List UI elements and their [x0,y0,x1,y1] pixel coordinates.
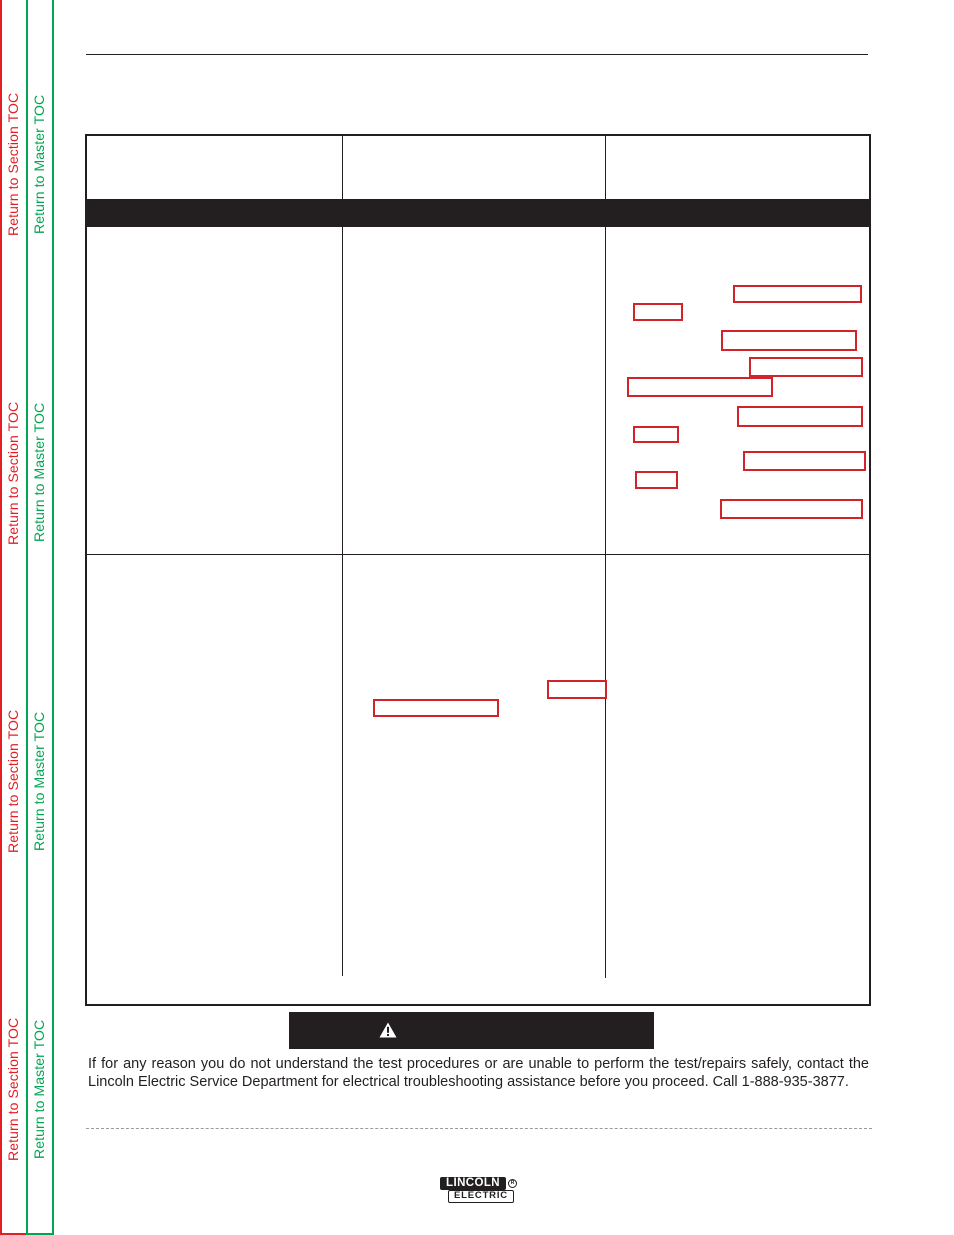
return-to-master-toc-link-3[interactable]: Return to Master TOC [31,711,47,851]
cross-reference-link[interactable] [737,406,863,427]
table-column-divider-1 [342,134,343,976]
logo-electric-text: ELECTRIC [448,1190,514,1203]
return-to-section-toc-link-3[interactable]: Return to Section TOC [5,709,21,853]
cross-reference-link[interactable] [633,426,679,443]
cross-reference-link[interactable] [373,699,499,717]
table-section-header-bar [85,199,871,227]
cross-reference-link[interactable] [721,330,857,351]
cross-reference-link[interactable] [749,357,863,377]
table-column-divider-2 [605,134,606,978]
registered-mark-icon: R [508,1179,517,1188]
return-to-master-toc-link-4[interactable]: Return to Master TOC [31,1019,47,1159]
cross-reference-link[interactable] [733,285,862,303]
header-rule [86,54,868,55]
warning-text: If for any reason you do not understand the test procedures or are unable to perform the test/repairs safely, contact the Lincoln Electric Service Department for electrical troubleshooting assistance before you proceed. Call 1-888-935-3877. [88,1056,869,1090]
return-to-master-toc-link-1[interactable]: Return to Master TOC [31,94,47,234]
warning-triangle-icon [379,1022,397,1038]
return-to-section-toc-link-4[interactable]: Return to Section TOC [5,1017,21,1161]
cross-reference-link[interactable] [633,303,683,321]
table-row-divider [85,554,871,555]
cross-reference-link[interactable] [720,499,863,519]
return-to-master-toc-link-2[interactable]: Return to Master TOC [31,402,47,542]
cross-reference-link[interactable] [635,471,678,489]
cross-reference-link[interactable] [547,680,607,699]
cross-reference-link[interactable] [627,377,773,397]
return-to-section-toc-link-2[interactable]: Return to Section TOC [5,401,21,545]
warning-banner [289,1012,654,1049]
return-to-section-toc-link-1[interactable]: Return to Section TOC [5,92,21,236]
logo-lincoln-text: LINCOLN [440,1177,506,1190]
lincoln-electric-logo [438,1176,518,1206]
troubleshooting-table [85,134,871,1006]
cross-reference-link[interactable] [743,451,866,471]
footer-dashed-rule [86,1128,872,1129]
